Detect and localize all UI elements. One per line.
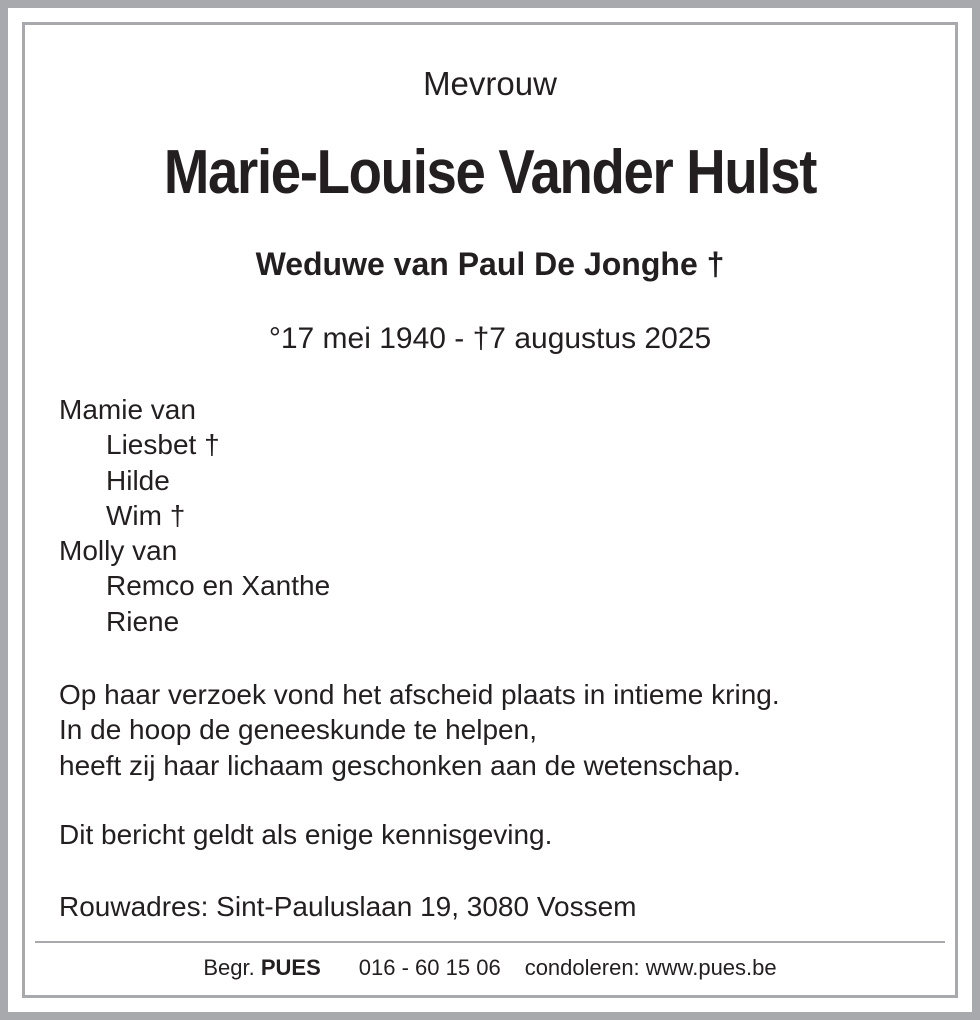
- farewell-paragraph: [59, 677, 780, 783]
- family-line: Remco en Xanthe: [106, 570, 331, 602]
- widow-of-line: Weduwe van Paul De Jonghe †: [255, 246, 725, 282]
- family-list: [59, 392, 330, 639]
- family-line: Mamie van: [59, 394, 196, 425]
- undertaker-name: PUES: [260, 955, 321, 980]
- family-line: Liesbet †: [106, 429, 220, 461]
- condolence-link[interactable]: condoleren: www.pues.be: [524, 955, 777, 980]
- family-line: Hilde: [106, 464, 170, 496]
- undertaker-phone: 016 - 60 15 06: [358, 955, 501, 980]
- mourning-address: Rouwadres: Sint-Pauluslaan 19, 3080 Vossem: [59, 891, 637, 922]
- honorific: Mevrouw: [423, 65, 557, 102]
- undertaker-prefix: Begr.: [203, 955, 255, 980]
- deceased-name: Marie-Louise Vander Hulst: [163, 138, 817, 207]
- footer-divider: [35, 941, 945, 943]
- family-line: Riene: [106, 605, 180, 637]
- family-line: Wim †: [106, 499, 186, 531]
- paragraph-line: In de hoop de geneeskunde te helpen,: [59, 714, 537, 746]
- life-dates: °17 mei 1940 - †7 augustus 2025: [268, 322, 712, 355]
- footer: [0, 953, 980, 983]
- notice-statement: Dit bericht geldt als enige kennisgeving.: [59, 819, 553, 850]
- paragraph-line: Op haar verzoek vond het afscheid plaats in intieme kring.: [59, 679, 780, 710]
- family-line: Molly van: [59, 535, 178, 567]
- paragraph-line: heeft zij haar lichaam geschonken aan de wetenschap.: [59, 749, 741, 781]
